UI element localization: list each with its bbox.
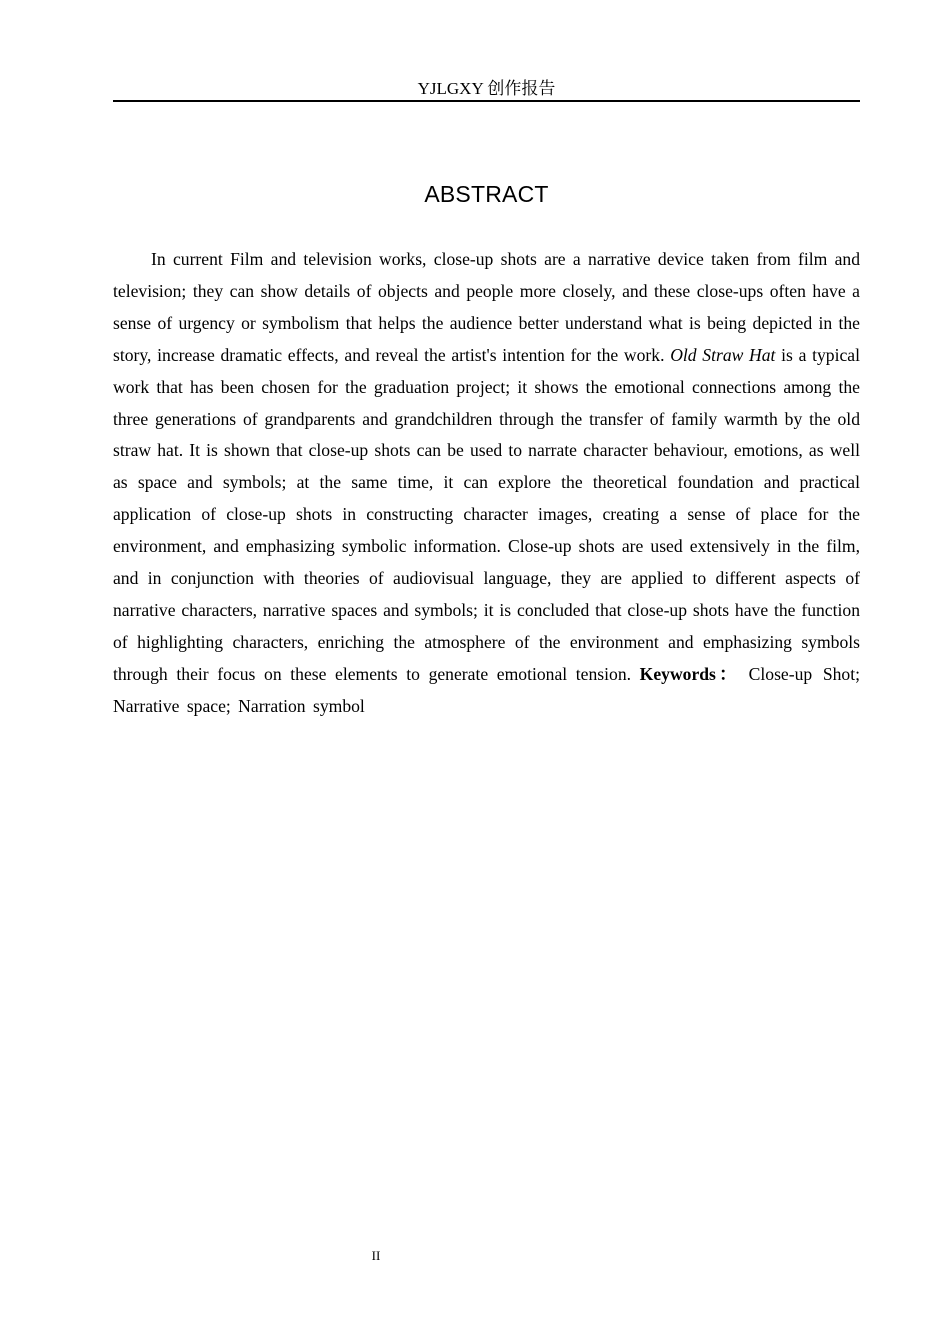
keywords-label: Keywords：	[639, 663, 740, 684]
abstract-title: ABSTRACT	[424, 181, 549, 207]
page-header: YJLGXY 创作报告	[417, 79, 556, 98]
keywords-list: Close-up Shot; Narrative space; Narration symbol	[113, 663, 860, 716]
abstract-body	[113, 244, 860, 723]
abstract-text-part2: is a typical work that has been chosen for the graduation project; it shows the emotional connections among the three generations of grandparents and grandchildren through the transfer of family warmth by the old straw hat. It is shown that close-up shots can be used to narrate character behaviour, emotions, as well as space and symbols; at the same time, it can explore the theoretical foundation and practical application of close-up shots in constructing character images, creating a sense of place for the environment, and emphasizing symbolic information. Close-up shots are used extensively in the film, and in conjunction with theories of audiovisual language, they are applied to different aspects of narrative characters, narrative spaces and symbols; it is concluded that close-up shots have the function of highlighting characters, enriching the atmosphere of the environment and emphasizing symbols through their focus on these elements to generate emotional tension.	[113, 344, 860, 684]
header-rule	[113, 100, 860, 102]
abstract-text-part1: In current Film and television works, close-up shots are a narrative device taken from film and television; they can show details of objects and people more closely, and these close-ups often have a sense of urgency or symbolism that helps the audience better understand what is being depicted in the story, increase dramatic effects, and reveal the artist's intention for the work.	[113, 249, 860, 365]
work-title: Old Straw Hat	[670, 344, 776, 365]
page-number: II	[371, 1248, 381, 1263]
